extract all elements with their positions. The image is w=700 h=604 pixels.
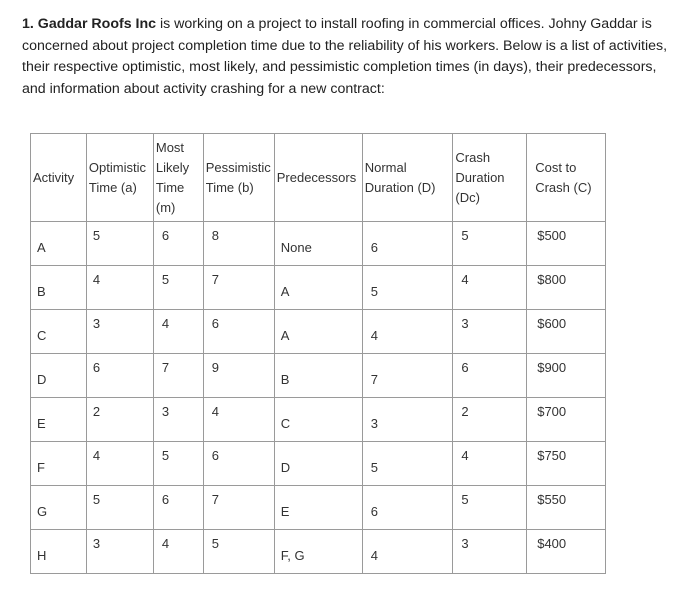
cell-crash-duration-value: 5: [461, 228, 469, 243]
cell-predecessors-value: D: [280, 460, 291, 475]
cell-crash-duration: [453, 442, 527, 486]
cell-activity-value: H: [37, 548, 47, 563]
cell-pessimistic-value: 7: [211, 492, 219, 507]
cell-activity: [31, 266, 87, 310]
cell-optimistic-value: 2: [92, 404, 101, 419]
cell-cost-to-crash: [527, 310, 606, 354]
cell-optimistic: [86, 398, 153, 442]
cell-activity-value: D: [37, 372, 47, 387]
cell-pessimistic-value: 8: [211, 228, 219, 243]
table-row: [31, 398, 606, 442]
cell-most-likely-value: 6: [161, 228, 170, 243]
cell-predecessors-value: A: [280, 328, 290, 343]
cell-optimistic-value: 4: [92, 272, 101, 287]
cell-normal-duration-value: 3: [370, 416, 378, 431]
table-row: [31, 266, 606, 310]
cell-most-likely-value: 6: [161, 492, 170, 507]
cell-crash-duration: [453, 398, 527, 442]
cell-pessimistic: [203, 310, 274, 354]
cell-cost-to-crash-value: $550: [537, 492, 567, 507]
cell-predecessors: [274, 398, 362, 442]
cell-predecessors: [274, 442, 362, 486]
cell-pessimistic: [203, 442, 274, 486]
cell-optimistic: [86, 442, 153, 486]
cell-normal-duration-value: 4: [370, 328, 378, 343]
cell-most-likely-value: 4: [161, 536, 170, 551]
cell-optimistic-value: 6: [92, 360, 101, 375]
cell-predecessors: [274, 310, 362, 354]
cell-normal-duration-value: 6: [370, 504, 378, 519]
cell-activity-value: A: [37, 240, 46, 255]
table-row: [31, 222, 606, 266]
cell-crash-duration-value: 4: [461, 448, 469, 463]
cell-pessimistic-value: 6: [211, 448, 219, 463]
cell-most-likely: [153, 398, 203, 442]
cell-predecessors-value: B: [280, 372, 290, 387]
cell-pessimistic: [203, 486, 274, 530]
cell-predecessors-value: F, G: [280, 548, 305, 563]
cell-pessimistic-value: 9: [211, 360, 219, 375]
cell-crash-duration-value: 4: [461, 272, 469, 287]
cell-cost-to-crash: [527, 354, 606, 398]
cell-normal-duration: [362, 310, 453, 354]
cell-pessimistic: [203, 530, 274, 574]
cell-activity: [31, 530, 87, 574]
cell-normal-duration: [362, 222, 453, 266]
cell-most-likely: [153, 530, 203, 574]
problem-statement: [22, 14, 682, 100]
cell-normal-duration-value: 5: [370, 284, 378, 299]
problem-text: is working on a project to install roofing in commercial offices. Johny Gaddar is concerned about project completion time due to the reliability of his workers. Below is a list of activities, their respective optimistic, most likely, and pessimistic completion times (in days), their predecessors, and information about activity crashing for a new contract:: [22, 16, 668, 97]
cell-pessimistic: [203, 222, 274, 266]
cell-activity-value: E: [37, 416, 46, 431]
header-pessimistic: Pessimistic Time (b): [203, 134, 274, 222]
header-activity: Activity: [31, 134, 87, 222]
cell-cost-to-crash-value: $700: [537, 404, 567, 419]
header-cost-to-crash: Cost to Crash (C): [527, 134, 606, 222]
cell-most-likely: [153, 266, 203, 310]
cell-crash-duration-value: 5: [461, 492, 469, 507]
cell-activity: [31, 222, 87, 266]
cell-optimistic-value: 4: [92, 448, 101, 463]
table-row: [31, 442, 606, 486]
cell-optimistic: [86, 354, 153, 398]
cell-optimistic-value: 5: [92, 228, 101, 243]
problem-number: 1.: [22, 16, 34, 32]
cell-activity: [31, 398, 87, 442]
cell-cost-to-crash-value: $800: [537, 272, 567, 287]
table-row: [31, 530, 606, 574]
cell-cost-to-crash-value: $600: [537, 316, 567, 331]
cell-optimistic: [86, 486, 153, 530]
cell-cost-to-crash-value: $900: [537, 360, 567, 375]
cell-activity: [31, 442, 87, 486]
cell-most-likely-value: 5: [161, 448, 170, 463]
cell-normal-duration: [362, 442, 453, 486]
cell-crash-duration: [453, 222, 527, 266]
cell-crash-duration-value: 6: [461, 360, 469, 375]
cell-cost-to-crash-value: $750: [537, 448, 567, 463]
cell-most-likely: [153, 354, 203, 398]
cell-predecessors-value: None: [280, 240, 312, 255]
cell-activity-value: G: [37, 504, 48, 519]
cell-predecessors: [274, 486, 362, 530]
cell-predecessors: [274, 530, 362, 574]
cell-crash-duration-value: 3: [461, 536, 469, 551]
table-row: [31, 354, 606, 398]
cell-cost-to-crash: [527, 266, 606, 310]
cell-predecessors-value: E: [280, 504, 290, 519]
cell-most-likely: [153, 310, 203, 354]
cell-cost-to-crash-value: $500: [537, 228, 567, 243]
cell-optimistic-value: 5: [92, 492, 101, 507]
cell-cost-to-crash-value: $400: [537, 536, 567, 551]
cell-cost-to-crash: [527, 530, 606, 574]
cell-crash-duration: [453, 266, 527, 310]
cell-most-likely-value: 7: [161, 360, 170, 375]
cell-predecessors: [274, 266, 362, 310]
activity-table: [30, 133, 606, 574]
header-normal-duration: Normal Duration (D): [362, 134, 453, 222]
cell-pessimistic: [203, 266, 274, 310]
cell-crash-duration-value: 3: [461, 316, 469, 331]
cell-normal-duration-value: 6: [370, 240, 378, 255]
cell-activity-value: B: [37, 284, 46, 299]
cell-most-likely-value: 5: [161, 272, 170, 287]
cell-activity-value: C: [37, 328, 47, 343]
cell-optimistic: [86, 266, 153, 310]
header-predecessors: Predecessors: [274, 134, 362, 222]
cell-pessimistic-value: 7: [211, 272, 219, 287]
cell-optimistic: [86, 222, 153, 266]
cell-activity: [31, 310, 87, 354]
problem-lead: Gaddar Roofs Inc: [37, 16, 157, 32]
cell-predecessors: [274, 222, 362, 266]
cell-cost-to-crash: [527, 398, 606, 442]
cell-cost-to-crash: [527, 486, 606, 530]
cell-predecessors-value: C: [280, 416, 291, 431]
cell-predecessors-value: A: [280, 284, 290, 299]
cell-normal-duration: [362, 266, 453, 310]
cell-crash-duration: [453, 530, 527, 574]
cell-pessimistic: [203, 398, 274, 442]
cell-activity: [31, 486, 87, 530]
cell-normal-duration: [362, 354, 453, 398]
header-crash-duration: Crash Duration (Dc): [453, 134, 527, 222]
cell-normal-duration: [362, 530, 453, 574]
cell-pessimistic-value: 5: [211, 536, 219, 551]
cell-crash-duration-value: 2: [461, 404, 469, 419]
header-optimistic: Optimistic Time (a): [86, 134, 153, 222]
cell-crash-duration: [453, 354, 527, 398]
cell-cost-to-crash: [527, 222, 606, 266]
table-row: [31, 310, 606, 354]
header-most-likely: Most Likely Time (m): [153, 134, 203, 222]
cell-optimistic-value: 3: [92, 316, 101, 331]
cell-normal-duration-value: 4: [370, 548, 378, 563]
cell-optimistic: [86, 310, 153, 354]
cell-activity-value: F: [37, 460, 45, 475]
cell-pessimistic-value: 6: [211, 316, 219, 331]
cell-normal-duration-value: 7: [370, 372, 378, 387]
cell-crash-duration: [453, 310, 527, 354]
cell-normal-duration: [362, 398, 453, 442]
cell-pessimistic-value: 4: [211, 404, 219, 419]
cell-optimistic: [86, 530, 153, 574]
cell-activity: [31, 354, 87, 398]
cell-most-likely: [153, 442, 203, 486]
table-row: [31, 486, 606, 530]
cell-normal-duration-value: 5: [370, 460, 378, 475]
cell-predecessors: [274, 354, 362, 398]
cell-most-likely: [153, 222, 203, 266]
cell-cost-to-crash: [527, 442, 606, 486]
cell-pessimistic: [203, 354, 274, 398]
cell-optimistic-value: 3: [92, 536, 101, 551]
header-row: [31, 134, 606, 222]
cell-normal-duration: [362, 486, 453, 530]
cell-most-likely-value: 3: [161, 404, 170, 419]
cell-crash-duration: [453, 486, 527, 530]
cell-most-likely-value: 4: [161, 316, 170, 331]
cell-most-likely: [153, 486, 203, 530]
